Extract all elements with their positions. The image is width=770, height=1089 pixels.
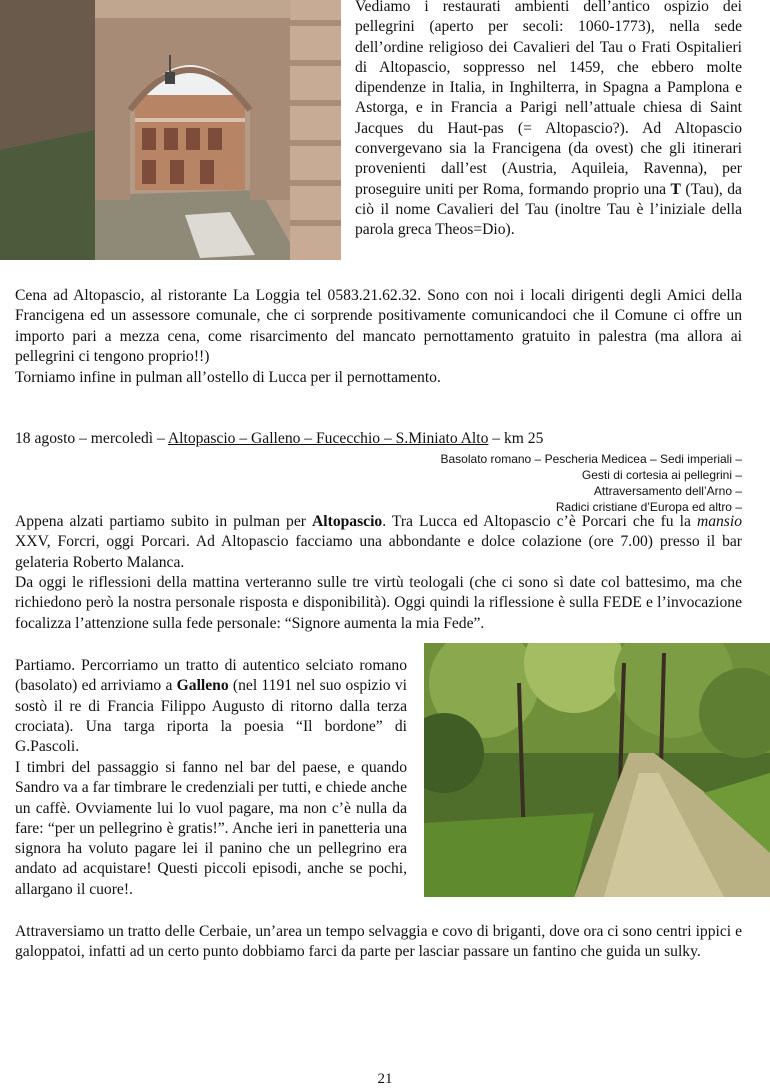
topic-item: Gesti di cortesia ai pellegrini – — [581, 468, 742, 482]
topic-item: Basolato romano – Pescheria Medicea – Sedi imperiali – — [440, 452, 742, 466]
day-heading — [15, 430, 543, 448]
page-number: 21 — [377, 1071, 393, 1087]
dinner-paragraph: Cena ad Altopascio, al ristorante La Loggia tel 0583.21.62.32. Sono con noi i locali dirigenti degli Amici della Francigena ed un assessore comunale, che ci sorprende positivamente comunicandoci che il Comune ci offre un importo pari a mezza cena, come risarcimento del mancato pernottamento gratuito in palestra (ma allora ai pellegrini ci tengono proprio!!) — [15, 287, 742, 365]
morning-paragraph: Appena alzati partiamo subito in pulman per Altopascio. Tra Lucca ed Altopascio c’è Porcari che fu la mansio XXV, Forcri, oggi Porcari. Ad Altopascio facciamo una abbondante e dolce colazione (ore 7.00) presso il bar gelateria Roberto Malanca. — [15, 513, 742, 571]
topic-item: Attraversamento dell’Arno – — [593, 484, 742, 498]
day-date: 18 agosto – mercoledì – — [15, 430, 168, 447]
day-route: Altopascio – Galleno – Fucecchio – S.Miniato Alto — [167, 430, 489, 447]
galleno-bold: Galleno — [176, 677, 229, 695]
altopascio-bold: Altopascio — [312, 513, 383, 530]
intro-paragraph: Vediamo i restaurati ambienti dell’antico ospizio dei pellegrini (aperto per secoli: 1060-1773), nella sede dell’ordine religioso dei Cavalieri del Tau o Frati Ospitalieri di Altopascio, soppresso nel 1459, che ebbero molte dipendenze in Italia, in Inghilterra, in Spagna a Pamplona e Astorga, e in Francia a Parigi nell’attuale chiesa di Saint Jacques du Haut-pas (= Altopascio?). Ad Altopascio convergevano sia la Francigena (da ovest) che gli itinerari provenienti dall’est (Austria, Aquileia, Ravenna), per proseguire uniti per Roma, formando proprio una T (Tau), da ciò il nome Cavalieri del Tau (inoltre Tau è l’iniziale della parola greca Theos=Dio). — [355, 0, 742, 239]
return-line: Torniamo infine in pulman all’ostello di Lucca per il pernottamento. — [15, 369, 441, 386]
tau-letter: T — [670, 180, 681, 198]
day-distance: – km 25 — [488, 430, 544, 447]
photo-forest-path — [424, 643, 770, 897]
forest-path-illustration — [424, 643, 770, 897]
reflection-paragraph: Da oggi le riflessioni della mattina verteranno sulle tre virtù teologali (che ci sono sì date col battesimo, ma che richiedono però la nostra personale risposta e disponibilità). Oggi quindi la riflessione è sulla FEDE e l’invocazione focalizza l’attenzione sulla fede personale: “Signore aumenta la mia Fede”. — [15, 574, 742, 632]
day-topics — [322, 451, 742, 515]
galleno-paragraph: Partiamo. Percorriamo un tratto di autentico selciato romano (basolato) ed arriviamo a Galleno (nel 1191 nel suo ospizio vi sostò il re di Francia Filippo Augusto di ritorno dalla terza crociata). Una targa riporta la poesia “Il bordone” di G.Pascoli. — [15, 657, 407, 756]
stamps-paragraph: I timbri del passaggio si fanno nel bar del paese, e quando Sandro va a far timbrare le credenziali per tutti, e chiede anche un caffè. Ovviamente lui lo vuol pagare, ma non c’è nulla da fare: “per un pellegrino è gratis!”. Anche ieri in panetteria una signora ha voluto pagare lei il panino che un pellegrino era andato ad acquistare! Questi piccoli episodi, anche se pochi, allargano il cuore!. — [15, 759, 407, 898]
topic-item: Radici cristiane d’Europa ed altro – — [555, 500, 742, 514]
mansio-italic: mansio — [696, 513, 742, 530]
photo-altopascio-courtyard — [0, 0, 341, 260]
courtyard-illustration — [0, 0, 341, 260]
cerbaie-paragraph: Attraversiamo un tratto delle Cerbaie, un’area un tempo selvaggia e covo di briganti, dove ora ci sono centri ippici e galoppatoi, infatti ad un certo punto dobbiamo farci da parte per lasciar passare un fantino che guida un sulky. — [15, 923, 742, 961]
